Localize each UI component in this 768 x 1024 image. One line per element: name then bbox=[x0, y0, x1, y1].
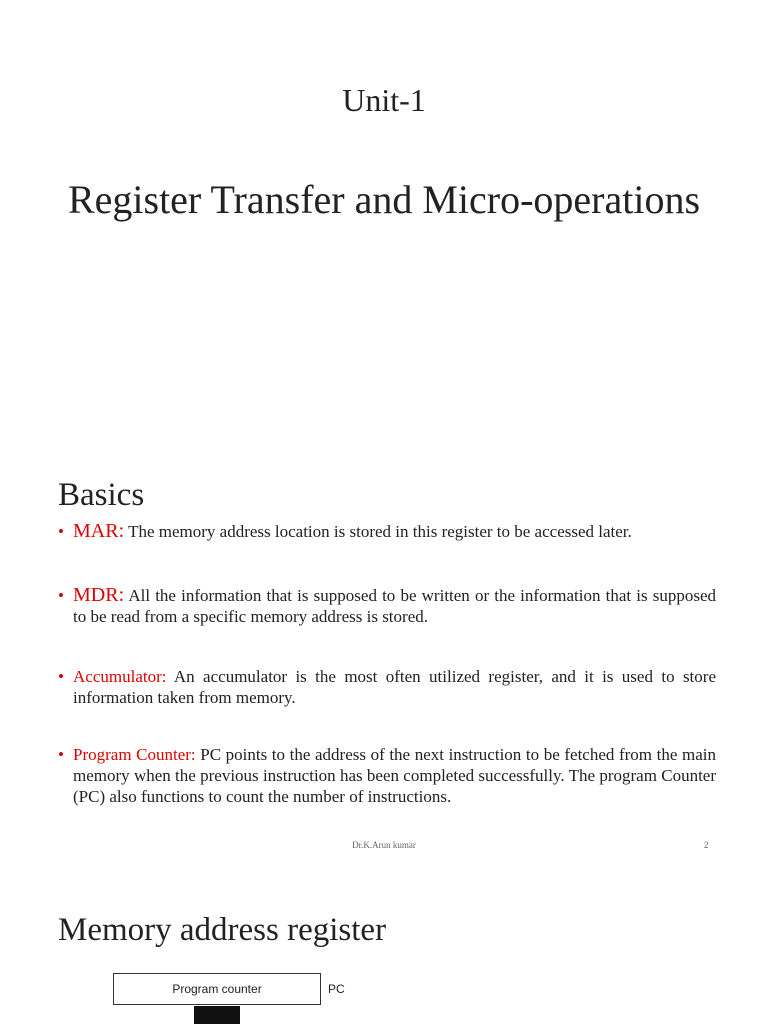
program-counter-box: Program counter bbox=[113, 973, 321, 1005]
mar-slide bbox=[0, 865, 768, 1024]
text-accumulator: An accumulator is the most often utilized register, and it is used to store information taken from memory. bbox=[73, 667, 716, 707]
text-program-counter: PC points to the address of the next instruction to be fetched from the main memory when the previous instruction has been completed successfully. The program Counter (PC) also functions to count the number of instructions. bbox=[73, 745, 716, 806]
bullet-mar bbox=[58, 521, 716, 542]
pc-label: PC bbox=[328, 982, 345, 996]
footer-author: Dr.K.Arun kumar bbox=[352, 840, 416, 850]
bullet-program-counter bbox=[58, 744, 716, 807]
term-mdr: MDR: bbox=[73, 584, 125, 606]
section-heading: Basics bbox=[58, 477, 145, 513]
bullet-accumulator bbox=[58, 666, 716, 708]
unit-title: Unit-1 bbox=[342, 82, 426, 118]
text-mdr: All the information that is supposed to be written or the information that is supposed to be read from a specific memory address is stored. bbox=[73, 586, 716, 626]
section-heading: Memory address register bbox=[58, 912, 387, 948]
main-title: Register Transfer and Micro-operations bbox=[67, 177, 701, 222]
bullet-dot: • bbox=[58, 586, 64, 605]
bullet-dot: • bbox=[58, 522, 64, 541]
page-number: 2 bbox=[704, 840, 709, 850]
text-mar: The memory address location is stored in this register to be accessed later. bbox=[124, 522, 632, 541]
basics-slide bbox=[0, 455, 768, 865]
bullet-mdr bbox=[58, 585, 716, 627]
diagram-connector-block bbox=[194, 1006, 240, 1024]
bullet-dot: • bbox=[58, 667, 64, 686]
bullet-dot: • bbox=[58, 745, 64, 764]
term-program-counter: Program Counter: bbox=[73, 745, 196, 764]
term-accumulator: Accumulator: bbox=[73, 667, 167, 686]
term-mar: MAR: bbox=[73, 520, 125, 542]
title-slide bbox=[0, 0, 768, 455]
